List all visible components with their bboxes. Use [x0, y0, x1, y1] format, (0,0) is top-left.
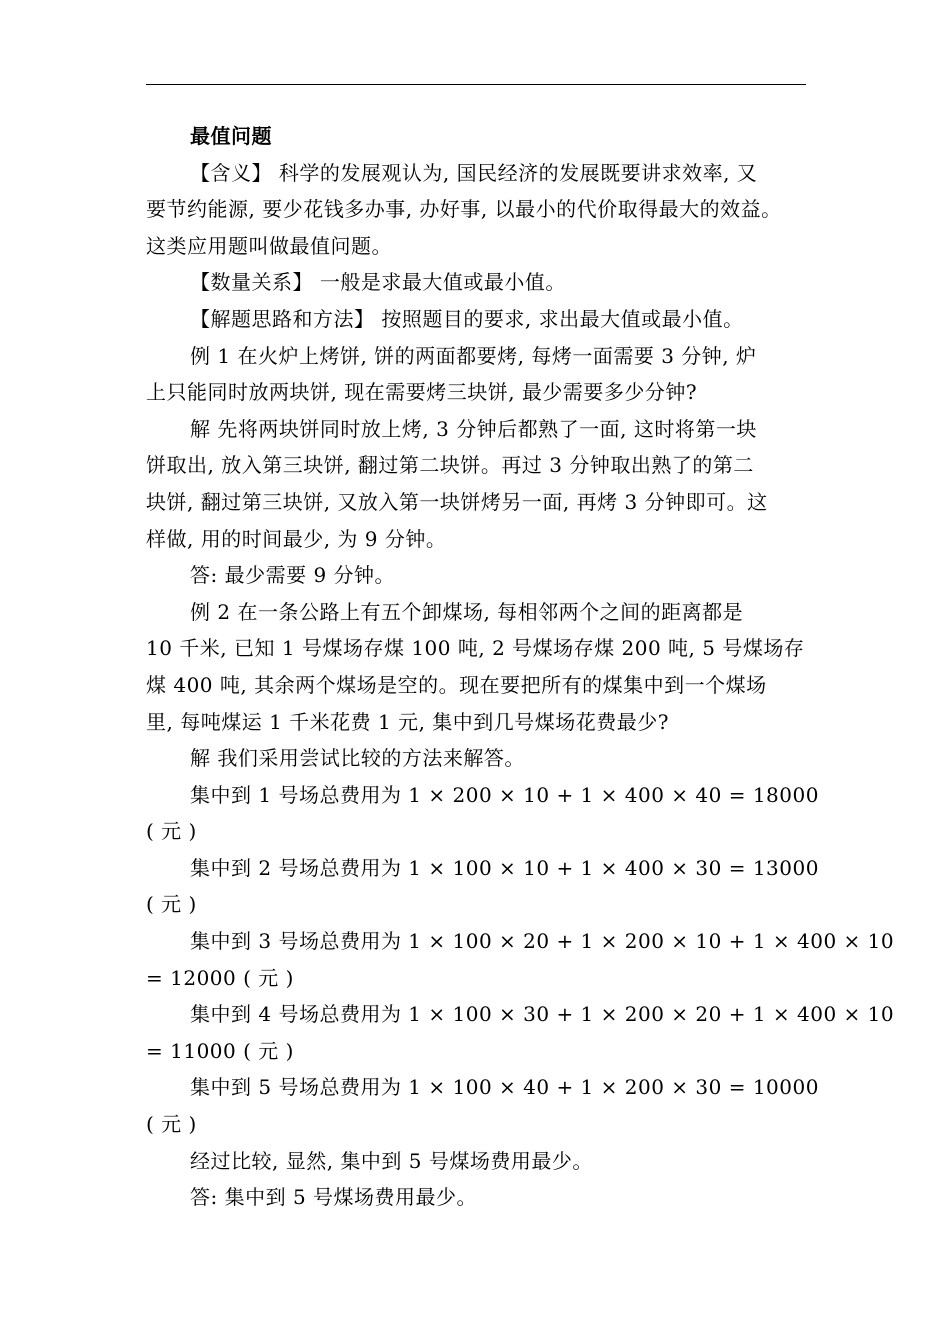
calc-line: = 11000 ( 元 ): [146, 1038, 294, 1063]
calc-line: 集中到 1 号场总费用为 1 × 200 × 10 + 1 × 400 × 40 = 18000: [190, 782, 819, 807]
calc-line: ( 元 ): [146, 819, 197, 844]
calc-line: ( 元 ): [146, 892, 197, 917]
paragraph-line: 样做, 用的时间最少, 为 9 分钟。: [146, 526, 447, 551]
paragraph-line: 【数量关系】 一般是求最大值或最小值。: [190, 270, 566, 295]
calc-line: = 12000 ( 元 ): [146, 965, 294, 990]
paragraph-line: 块饼, 翻过第三块饼, 又放入第一块饼烤另一面, 再烤 3 分钟即可。这: [146, 489, 768, 514]
paragraph-line: 饼取出, 放入第三块饼, 翻过第二块饼。再过 3 分钟取出熟了的第二: [146, 453, 754, 478]
paragraph-line: 10 千米, 已知 1 号煤场存煤 100 吨, 2 号煤场存煤 200 吨, 5 号煤场存: [146, 636, 805, 661]
calc-line: 集中到 5 号场总费用为 1 × 100 × 40 + 1 × 200 × 30 = 10000: [190, 1075, 819, 1100]
paragraph-line: 答: 最少需要 9 分钟。: [190, 563, 396, 588]
paragraph-line: 【解题思路和方法】 按照题目的要求, 求出最大值或最小值。: [190, 306, 744, 331]
paragraph-line: 煤 400 吨, 其余两个煤场是空的。现在要把所有的煤集中到一个煤场: [146, 672, 767, 697]
paragraph-line: 解 我们采用尝试比较的方法来解答。: [190, 746, 525, 771]
paragraph-line: 解 先将两块饼同时放上烤, 3 分钟后都熟了一面, 这时将第一块: [190, 416, 757, 441]
paragraph-line: 里, 每吨煤运 1 千米花费 1 元, 集中到几号煤场花费最少?: [146, 709, 670, 734]
calc-line: 集中到 2 号场总费用为 1 × 100 × 10 + 1 × 400 × 30 = 13000: [190, 855, 819, 880]
paragraph-line: 答: 集中到 5 号煤场费用最少。: [190, 1185, 478, 1210]
calc-line: ( 元 ): [146, 1112, 197, 1137]
paragraph-line: 例 1 在火炉上烤饼, 饼的两面都要烤, 每烤一面需要 3 分钟, 炉: [190, 343, 757, 368]
paragraph-line: 上只能同时放两块饼, 现在需要烤三块饼, 最少需要多少分钟?: [146, 380, 698, 405]
calc-line: 集中到 4 号场总费用为 1 × 100 × 30 + 1 × 200 × 20 + 1 × 400 × 10: [190, 1002, 895, 1027]
document-body: [146, 118, 895, 1216]
header-rule: [146, 84, 806, 85]
paragraph-line: 经过比较, 显然, 集中到 5 号煤场费用最少。: [190, 1148, 593, 1173]
paragraph-line: 要节约能源, 要少花钱多办事, 办好事, 以最小的代价取得最大的效益。: [146, 197, 782, 222]
paragraph-line: 这类应用题叫做最值问题。: [146, 233, 392, 258]
paragraph-line: 例 2 在一条公路上有五个卸煤场, 每相邻两个之间的距离都是: [190, 599, 744, 624]
paragraph-line: 【含义】 科学的发展观认为, 国民经济的发展既要讲求效率, 又: [190, 160, 758, 185]
calc-line: 集中到 3 号场总费用为 1 × 100 × 20 + 1 × 200 × 10 + 1 × 400 × 10: [190, 929, 895, 954]
section-title: 最值问题: [190, 124, 272, 148]
